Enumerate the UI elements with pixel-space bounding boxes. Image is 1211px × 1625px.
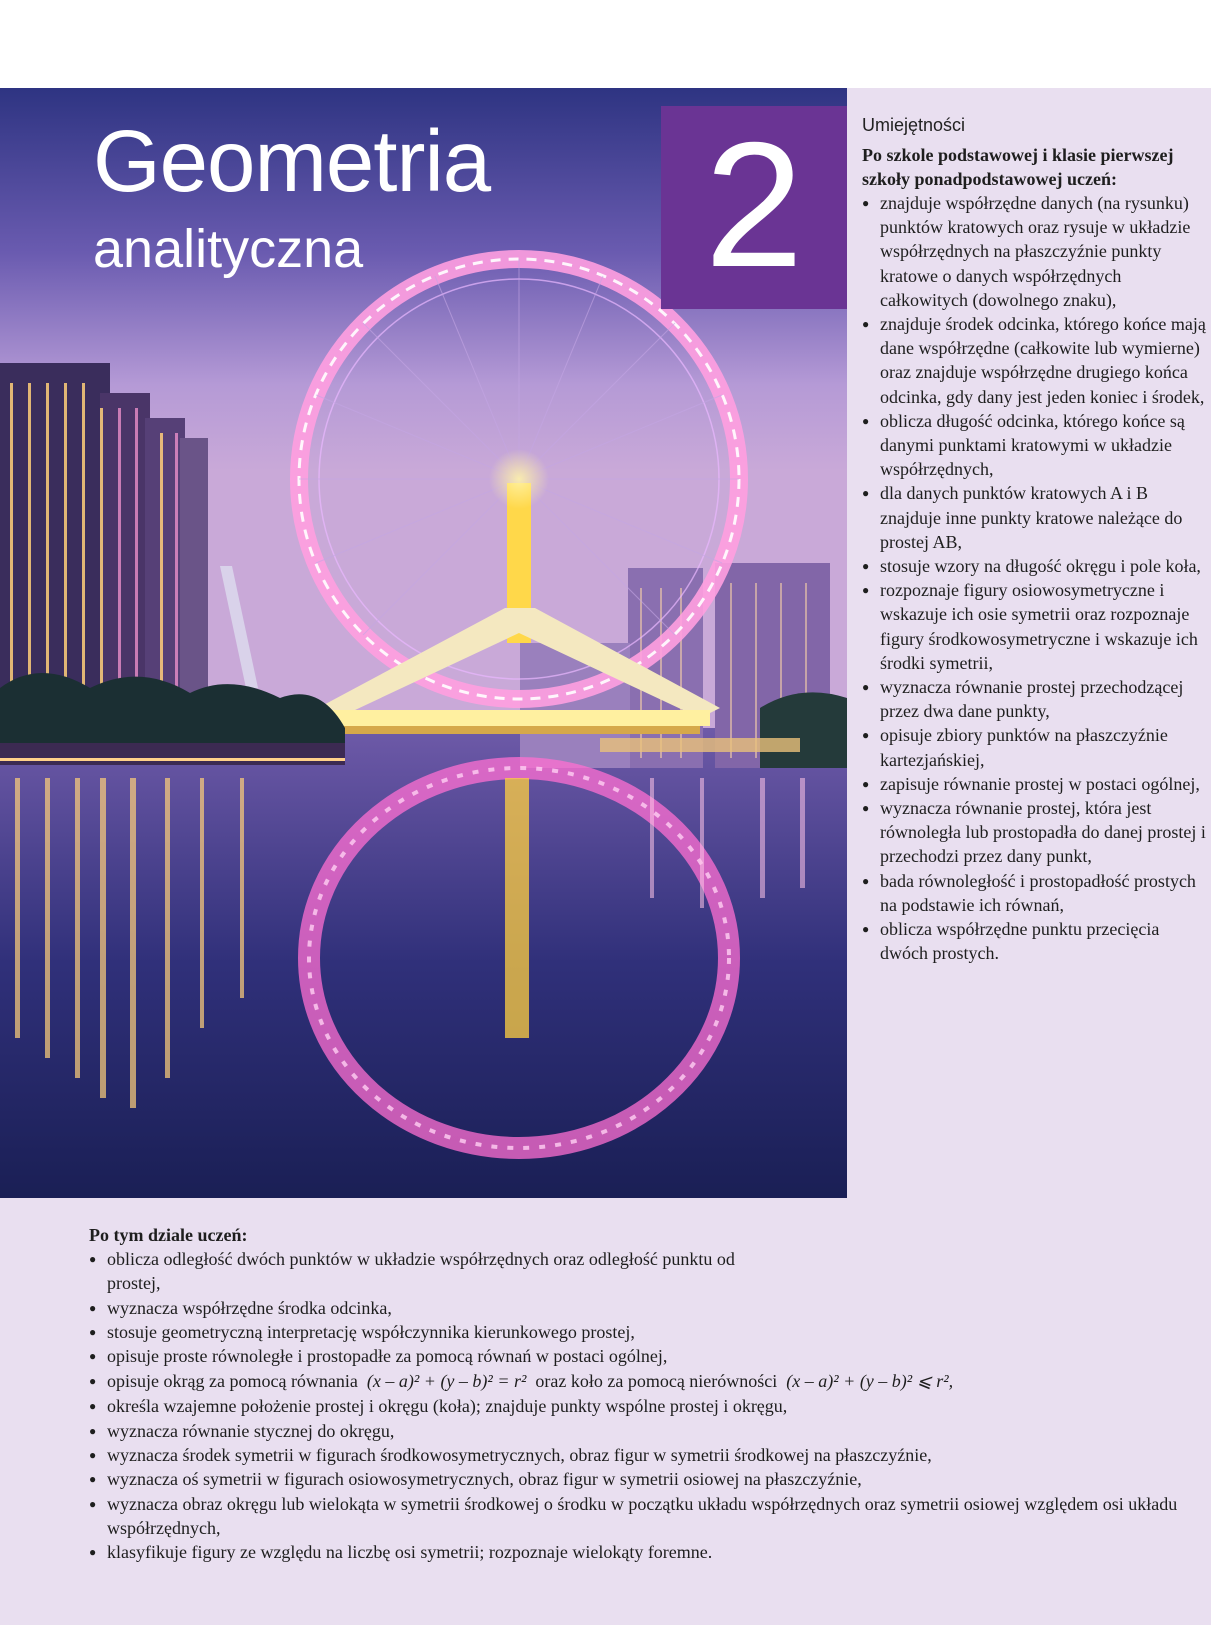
skill-item: ● wyznacza równanie prostej, która jest równoległa lub prostopadła do danej prostej i przechodzi przez dany punkt,: [862, 796, 1207, 869]
skill-item: ● oblicza współrzędne punktu przecięcia dwóch prostych.: [862, 917, 1207, 965]
outcome-item: ● wyznacza obraz okręgu lub wielokąta w symetrii środkowej o środku w początku układu współrzędnych oraz symetrii osiowej względem osi układu współrzędnych,: [89, 1492, 1199, 1541]
outcome-item: ● określa wzajemne położenie prostej i okręgu (koła); znajduje punkty wspólne prostej i okręgu,: [89, 1394, 1199, 1418]
chapter-number-box: [661, 106, 847, 309]
formula-text-1: opisuje okrąg za pomocą równania: [107, 1371, 358, 1392]
skill-item: ● znajduje środek odcinka, którego końce mają dane współrzędne (całkowite lub wymierne) oraz znajduje współrzędne drugiego końca odcinka, gdy dany jest jeden koniec i środek,: [862, 312, 1207, 409]
outcome-item: ● wyznacza środek symetrii w figurach środkowosymetrycznych, obraz figur w symetrii środkowej na płaszczyźnie,: [89, 1443, 1199, 1467]
chapter-title: Geometria: [93, 113, 491, 210]
outcome-item: ● klasyfikuje figury ze względu na liczbę osi symetrii; rozpoznaje wielokąty foremne.: [89, 1540, 1199, 1564]
outcomes-list: [89, 1247, 1199, 1565]
outcomes-section: [89, 1223, 1199, 1565]
chapter-subtitle: analityczna: [93, 219, 364, 279]
chapter-number: 2: [704, 105, 804, 304]
skill-item: ● opisuje zbiory punktów na płaszczyźnie kartezjańskiej,: [862, 723, 1207, 771]
outcome-item: ● wyznacza oś symetrii w figurach osiowosymetrycznych, obraz figur w symetrii osiowej na płaszczyźnie,: [89, 1467, 1199, 1491]
circle-equation: (x – a)² + (y – b)² = r²: [366, 1371, 527, 1392]
skills-heading: Umiejętności: [862, 115, 966, 135]
disc-inequality: (x – a)² + (y – b)² ⩽ r²,: [786, 1371, 954, 1392]
skills-list: [862, 191, 1207, 966]
outcome-item-formula: [89, 1368, 1199, 1394]
skill-item: ● stosuje wzory na długość okręgu i pole koła,: [862, 554, 1207, 578]
skill-item: ● zapisuje równanie prostej w postaci ogólnej,: [862, 772, 1207, 796]
skill-item: ● wyznacza równanie prostej przechodzącej przez dwa dane punkty,: [862, 675, 1207, 723]
outcomes-intro: Po tym dziale uczeń:: [89, 1225, 248, 1245]
outcome-item: ● wyznacza równanie stycznej do okręgu,: [89, 1419, 1199, 1443]
skills-panel: [862, 115, 1207, 966]
formula-text-2: oraz koło za pomocą nierówności: [535, 1371, 778, 1392]
skill-item: ● dla danych punktów kratowych A i B znajduje inne punkty kratowe należące do prostej AB,: [862, 481, 1207, 554]
skill-item: ● oblicza długość odcinka, którego końce są danymi punktami kratowymi w układzie współrzędnych,: [862, 409, 1207, 482]
outcome-item: ● oblicza odległość dwóch punktów w układzie współrzędnych oraz odległość punktu od prostej,: [89, 1247, 787, 1296]
outcome-item: ● stosuje geometryczną interpretację współczynnika kierunkowego prostej,: [89, 1320, 1199, 1344]
skill-item: ● znajduje współrzędne danych (na rysunku) punktów kratowych oraz rysuje w układzie współrzędnych na płaszczyźnie punkty kratowe o danych współrzędnych całkowitych (dowolnego znaku),: [862, 191, 1207, 312]
skill-item: ● rozpoznaje figury osiowosymetryczne i wskazuje ich osie symetrii oraz rozpoznaje figury środkowosymetryczne i wskazuje ich środki symetrii,: [862, 578, 1207, 675]
skill-item: ● bada równoległość i prostopadłość prostych na podstawie ich równań,: [862, 869, 1207, 917]
outcome-item: ● opisuje proste równoległe i prostopadłe za pomocą równań w postaci ogólnej,: [89, 1344, 1199, 1368]
outcome-item: ● wyznacza współrzędne środka odcinka,: [89, 1296, 1199, 1320]
skills-intro: Po szkole podstawowej i klasie pierwszej szkoły ponadpodstawowej uczeń:: [862, 145, 1174, 189]
